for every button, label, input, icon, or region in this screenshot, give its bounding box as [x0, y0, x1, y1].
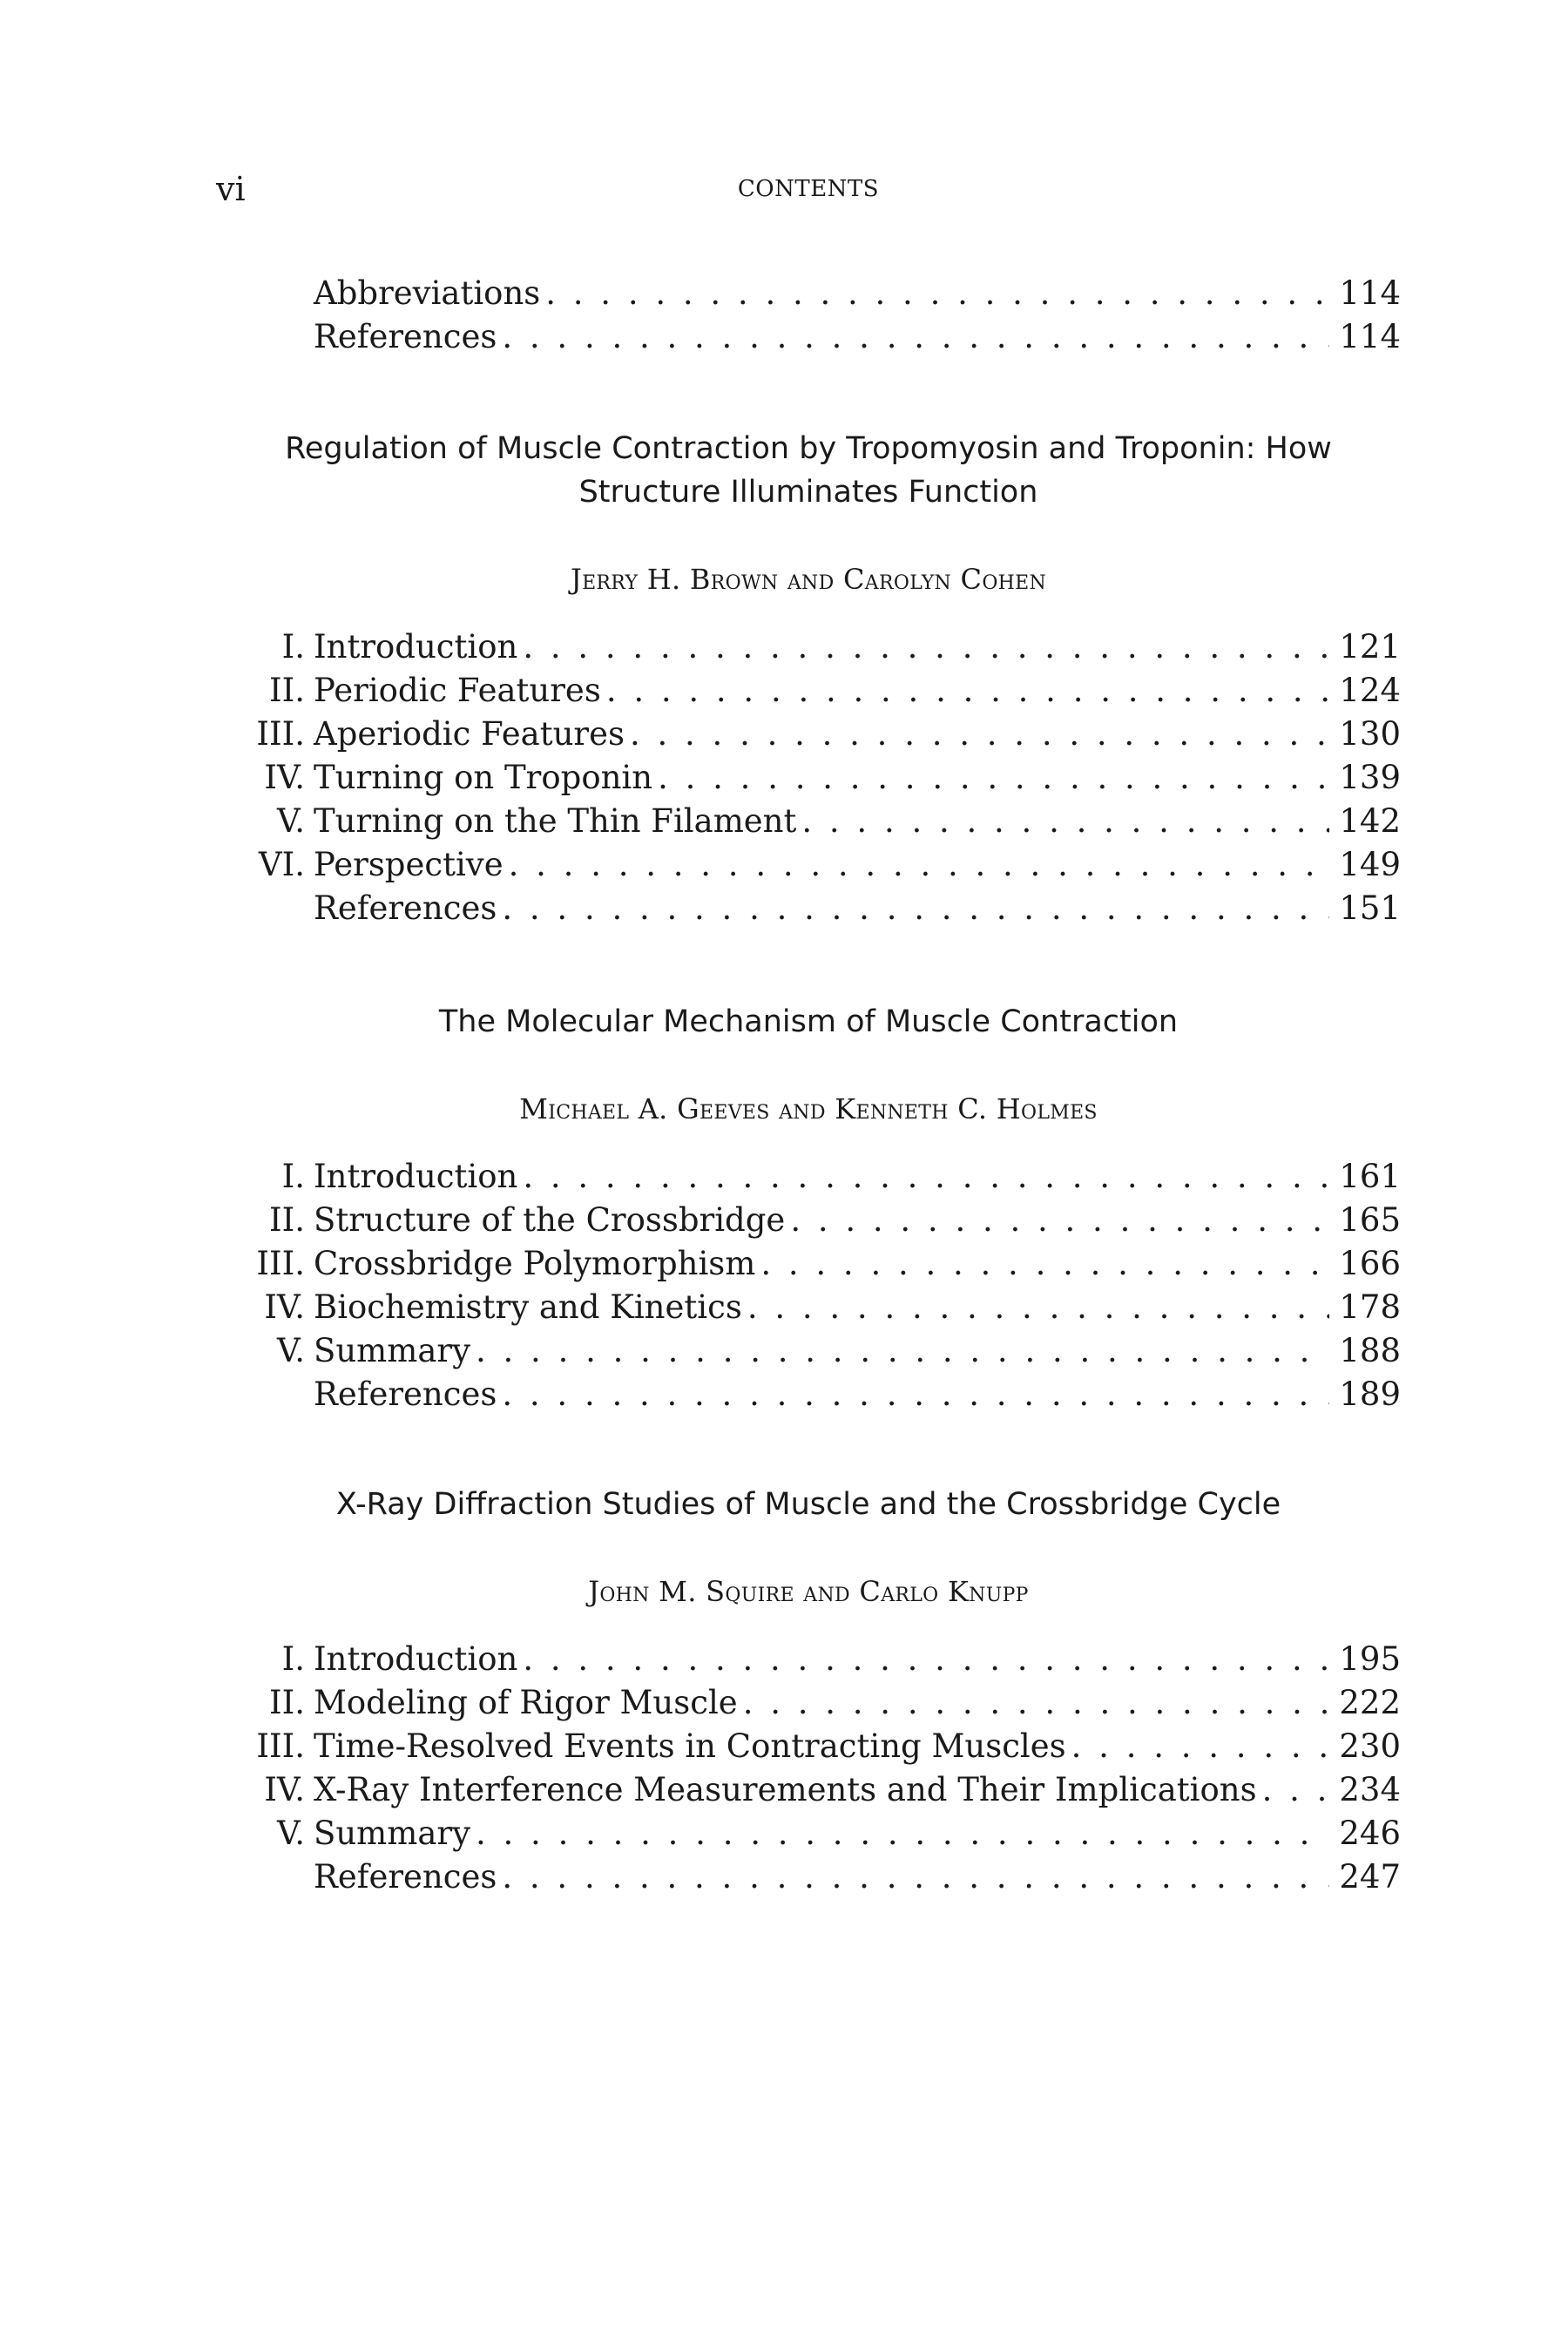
toc-entry-number: VI. [258, 846, 305, 883]
dot-leader [790, 1199, 1329, 1242]
toc-section-chapter-2 [216, 1155, 1401, 1416]
toc-entry-page: 139 [1339, 759, 1401, 796]
dot-leader [801, 800, 1329, 843]
toc-entry-number: II. [269, 1684, 305, 1721]
dot-leader [747, 1286, 1329, 1329]
toc-entry-number: IV. [264, 1771, 305, 1808]
toc-entry[interactable] [216, 1286, 1401, 1329]
chapter-title-line: Regulation of Muscle Contraction by Tropomyosin and Troponin: How [285, 431, 1332, 466]
toc-entry[interactable] [216, 1768, 1401, 1812]
toc-entry-title: References [314, 1375, 497, 1413]
toc-entry-page: 142 [1339, 802, 1401, 840]
toc-entry-title: Summary [314, 1815, 470, 1852]
toc-entry[interactable] [216, 1681, 1401, 1725]
dot-leader [509, 843, 1329, 887]
toc-entry-page: 130 [1339, 715, 1401, 753]
toc-entry-page: 222 [1339, 1684, 1401, 1721]
toc-entry-page: 161 [1339, 1158, 1401, 1195]
toc-entry-title: Introduction [314, 1158, 518, 1195]
page-folio: vi [216, 170, 246, 208]
toc-entry-number: V. [276, 1332, 305, 1369]
toc-entry-title: Summary [314, 1332, 470, 1369]
running-head-title: CONTENTS [737, 176, 880, 202]
dot-leader [523, 1638, 1329, 1681]
toc-entry-page: 195 [1339, 1640, 1401, 1678]
toc-entry[interactable] [216, 1155, 1401, 1199]
toc-entry-number: II. [269, 672, 305, 709]
toc-entry-title: Modeling of Rigor Muscle [314, 1684, 738, 1721]
toc-entry-title: Biochemistry and Kinetics [314, 1288, 742, 1326]
chapter-authors: Jerry H. Brown and Carolyn Cohen [570, 563, 1047, 596]
toc-entry-page: 189 [1339, 1375, 1401, 1413]
toc-entry-title: X-Ray Interference Measurements and Their Implications [314, 1771, 1257, 1808]
toc-entry[interactable] [216, 1329, 1401, 1373]
toc-entry-title: Perspective [314, 846, 504, 883]
toc-entry[interactable] [216, 756, 1401, 800]
toc-entry-title: Abbreviations [314, 274, 541, 312]
toc-entry-page: 114 [1339, 274, 1401, 312]
toc-entry[interactable] [216, 800, 1401, 843]
chapter-title-line: Structure Illuminates Function [578, 475, 1038, 510]
toc-entry-number: IV. [264, 1288, 305, 1326]
running-head [216, 167, 1401, 211]
dot-leader [606, 669, 1329, 713]
toc-section-chapter-3 [216, 1638, 1401, 1899]
toc-entry[interactable] [216, 1373, 1401, 1416]
toc-entry[interactable] [216, 625, 1401, 669]
toc-entry-number: I. [281, 1640, 305, 1678]
toc-entry-page: 234 [1339, 1771, 1401, 1808]
toc-entry-title: Time-Resolved Events in Contracting Muscles [314, 1727, 1066, 1765]
toc-entry-title: Aperiodic Features [314, 715, 625, 753]
dot-leader [476, 1329, 1329, 1373]
dot-leader [760, 1242, 1329, 1286]
toc-entry-page: 149 [1339, 846, 1401, 883]
toc-entry-title: Introduction [314, 1640, 518, 1678]
dot-leader [476, 1812, 1329, 1855]
toc-section-chapter-1 [216, 625, 1401, 930]
toc-entry-page: 165 [1339, 1201, 1401, 1239]
toc-entry-page: 114 [1339, 318, 1401, 355]
chapter-title-tropomyosin-troponin [216, 427, 1401, 514]
toc-entry[interactable] [216, 1855, 1401, 1899]
toc-entry-title: Introduction [314, 628, 518, 666]
toc-entry-page: 166 [1339, 1245, 1401, 1282]
toc-entry-title: Crossbridge Polymorphism [314, 1245, 756, 1282]
toc-entry[interactable] [216, 272, 1401, 315]
dot-leader [502, 1855, 1329, 1899]
toc-entry-page: 230 [1339, 1727, 1401, 1765]
toc-entry-number: V. [276, 1815, 305, 1852]
toc-entry[interactable] [216, 1242, 1401, 1286]
toc-entry-number: III. [256, 715, 305, 753]
dot-leader [658, 756, 1329, 800]
toc-entry[interactable] [216, 669, 1401, 713]
toc-entry-title: Periodic Features [314, 672, 601, 709]
toc-entry-number: V. [276, 802, 305, 840]
toc-entry-title: References [314, 318, 497, 355]
dot-leader [523, 1155, 1329, 1199]
toc-entry-page: 246 [1339, 1815, 1401, 1852]
toc-entry-number: III. [256, 1245, 305, 1282]
toc-entry[interactable] [216, 713, 1401, 756]
toc-entry-title: Turning on Troponin [314, 759, 653, 796]
toc-entry[interactable] [216, 887, 1401, 930]
dot-leader [502, 1373, 1329, 1416]
toc-entry-page: 247 [1339, 1858, 1401, 1896]
chapter-authors: John M. Squire and Carlo Knupp [588, 1575, 1029, 1608]
toc-entry-title: References [314, 1858, 497, 1896]
chapter-title-molecular-mechanism: The Molecular Mechanism of Muscle Contraction [438, 1004, 1179, 1039]
dot-leader [1071, 1725, 1329, 1768]
dot-leader [523, 625, 1329, 669]
toc-entry-title: References [314, 889, 497, 927]
toc-entry[interactable] [216, 1199, 1401, 1242]
dot-leader [545, 272, 1329, 315]
toc-entry-number: I. [281, 628, 305, 666]
dot-leader [1262, 1768, 1329, 1812]
chapter-authors: Michael A. Geeves and Kenneth C. Holmes [519, 1092, 1098, 1125]
toc-entry[interactable] [216, 1812, 1401, 1855]
toc-entry-title: Turning on the Thin Filament [314, 802, 797, 840]
toc-entry-page: 188 [1339, 1332, 1401, 1369]
toc-entry-page: 178 [1339, 1288, 1401, 1326]
dot-leader [743, 1681, 1329, 1725]
dot-leader [502, 315, 1329, 359]
toc-entry-number: IV. [264, 759, 305, 796]
toc-entry-page: 124 [1339, 672, 1401, 709]
toc-entry-number: III. [256, 1727, 305, 1765]
toc-entry-title: Structure of the Crossbridge [314, 1201, 786, 1239]
toc-entry-number: I. [281, 1158, 305, 1195]
toc-entry[interactable] [216, 1725, 1401, 1768]
toc-entry-page: 121 [1339, 628, 1401, 666]
dot-leader [502, 887, 1329, 930]
dot-leader [630, 713, 1329, 756]
toc-entry[interactable] [216, 1638, 1401, 1681]
toc-entry-page: 151 [1339, 889, 1401, 927]
toc-entry-number: II. [269, 1201, 305, 1239]
toc-entry[interactable] [216, 843, 1401, 887]
toc-section-prev [216, 272, 1401, 359]
chapter-title-x-ray-diffraction: X-Ray Diffraction Studies of Muscle and the Crossbridge Cycle [335, 1487, 1281, 1522]
toc-entry[interactable] [216, 315, 1401, 359]
